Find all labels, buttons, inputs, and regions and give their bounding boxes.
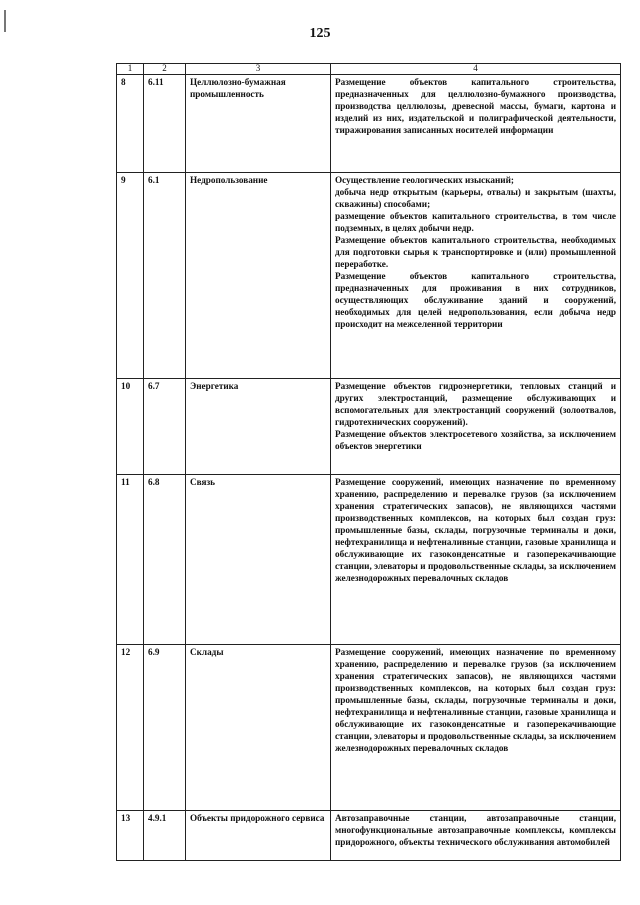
table-row (117, 475, 621, 645)
description-paragraph: Размещение объектов капитального строительства, предназначенных для проживания в них сотрудников, осуществляющих обслуживание зданий и сооружений, необходимых для целей недропользования, если добыча недр происходит на межселенной территории (335, 271, 616, 329)
row-code: 6.11 (144, 75, 186, 173)
row-name: Целлюлозно-бумажная промышленность (186, 75, 331, 173)
row-name: Объекты придорожного сервиса (186, 811, 331, 861)
row-description (331, 173, 621, 379)
row-code: 6.7 (144, 379, 186, 475)
description-paragraph: Автозаправочные станции, автозаправочные станции, многофункциональные автозаправочные комплексы, комплексы придорожного, объекты технического обслуживания автомобилей (335, 813, 616, 847)
description-paragraph: размещение объектов капитального строительства, в том числе подземных, в целях добычи недр. (335, 211, 616, 233)
header-col-2: 2 (144, 64, 186, 75)
table-row (117, 645, 621, 811)
table-row (117, 379, 621, 475)
row-code: 4.9.1 (144, 811, 186, 861)
row-name: Связь (186, 475, 331, 645)
header-col-4: 4 (331, 64, 621, 75)
header-col-1: 1 (117, 64, 144, 75)
row-name: Энергетика (186, 379, 331, 475)
row-name: Недропользование (186, 173, 331, 379)
description-paragraph: Размещение объектов капитального строительства, необходимых для подготовки сырья к транспортировке и (или) промышленной переработке. (335, 235, 616, 269)
table-body (117, 75, 621, 861)
row-description (331, 475, 621, 645)
description-paragraph: Осуществление геологических изысканий; (335, 175, 514, 185)
row-code: 6.1 (144, 173, 186, 379)
description-paragraph: Размещение объектов капитального строительства, предназначенных для целлюлозно-бумажного производства, производства целлюлозы, древесной массы, бумаги, картона и изделий из них, издательской и полиграфической деятельности, тиражирования записанных носителей информации (335, 77, 616, 135)
header-col-3: 3 (186, 64, 331, 75)
table-header-row (117, 64, 621, 75)
row-description (331, 645, 621, 811)
row-number: 9 (117, 173, 144, 379)
row-name: Склады (186, 645, 331, 811)
page-number: 125 (309, 26, 331, 41)
land-use-table (116, 63, 621, 861)
row-code: 6.9 (144, 645, 186, 811)
description-paragraph: Размещение сооружений, имеющих назначение по временному хранению, распределению и перевалке грузов (за исключением хранения стратегических запасов), не являющихся частями производственных комплексов, на которых был создан груз: промышленные базы, склады, погрузочные терминалы и доки, нефтехранилища и нефтеналивные станции, газовые хранилища и обслуживающие их газоконденсатные и газоперекачивающие станции, элеваторы и продовольственные склады, за исключением железнодорожных перевалочных складов (335, 647, 616, 753)
row-description (331, 379, 621, 475)
description-paragraph: добыча недр открытым (карьеры, отвалы) и закрытым (шахты, скважины) способами; (335, 187, 616, 209)
row-description (331, 75, 621, 173)
row-code: 6.8 (144, 475, 186, 645)
table-row (117, 811, 621, 861)
table-row (117, 173, 621, 379)
description-paragraph: Размещение сооружений, имеющих назначение по временному хранению, распределению и перевалке грузов (за исключением хранения стратегических запасов), не являющихся частями производственных комплексов, на которых был создан груз: промышленные базы, склады, погрузочные терминалы и доки, нефтехранилища и нефтеналивные станции, газовые хранилища и обслуживающие их газоконденсатные и газоперекачивающие станции, элеваторы и продовольственные склады, за исключением железнодорожных перевалочных складов (335, 477, 616, 583)
row-description (331, 811, 621, 861)
row-number: 8 (117, 75, 144, 173)
table-row (117, 75, 621, 173)
description-paragraph: Размещение объектов электросетевого хозяйства, за исключением объектов энергетики (335, 429, 616, 451)
description-paragraph: Размещение объектов гидроэнергетики, тепловых станций и других электростанций, размещение обслуживающих и вспомогательных для электростанций сооружений (золоотвалов, гидротехнических сооружений). (335, 381, 616, 427)
row-number: 10 (117, 379, 144, 475)
row-number: 12 (117, 645, 144, 811)
row-number: 11 (117, 475, 144, 645)
row-number: 13 (117, 811, 144, 861)
